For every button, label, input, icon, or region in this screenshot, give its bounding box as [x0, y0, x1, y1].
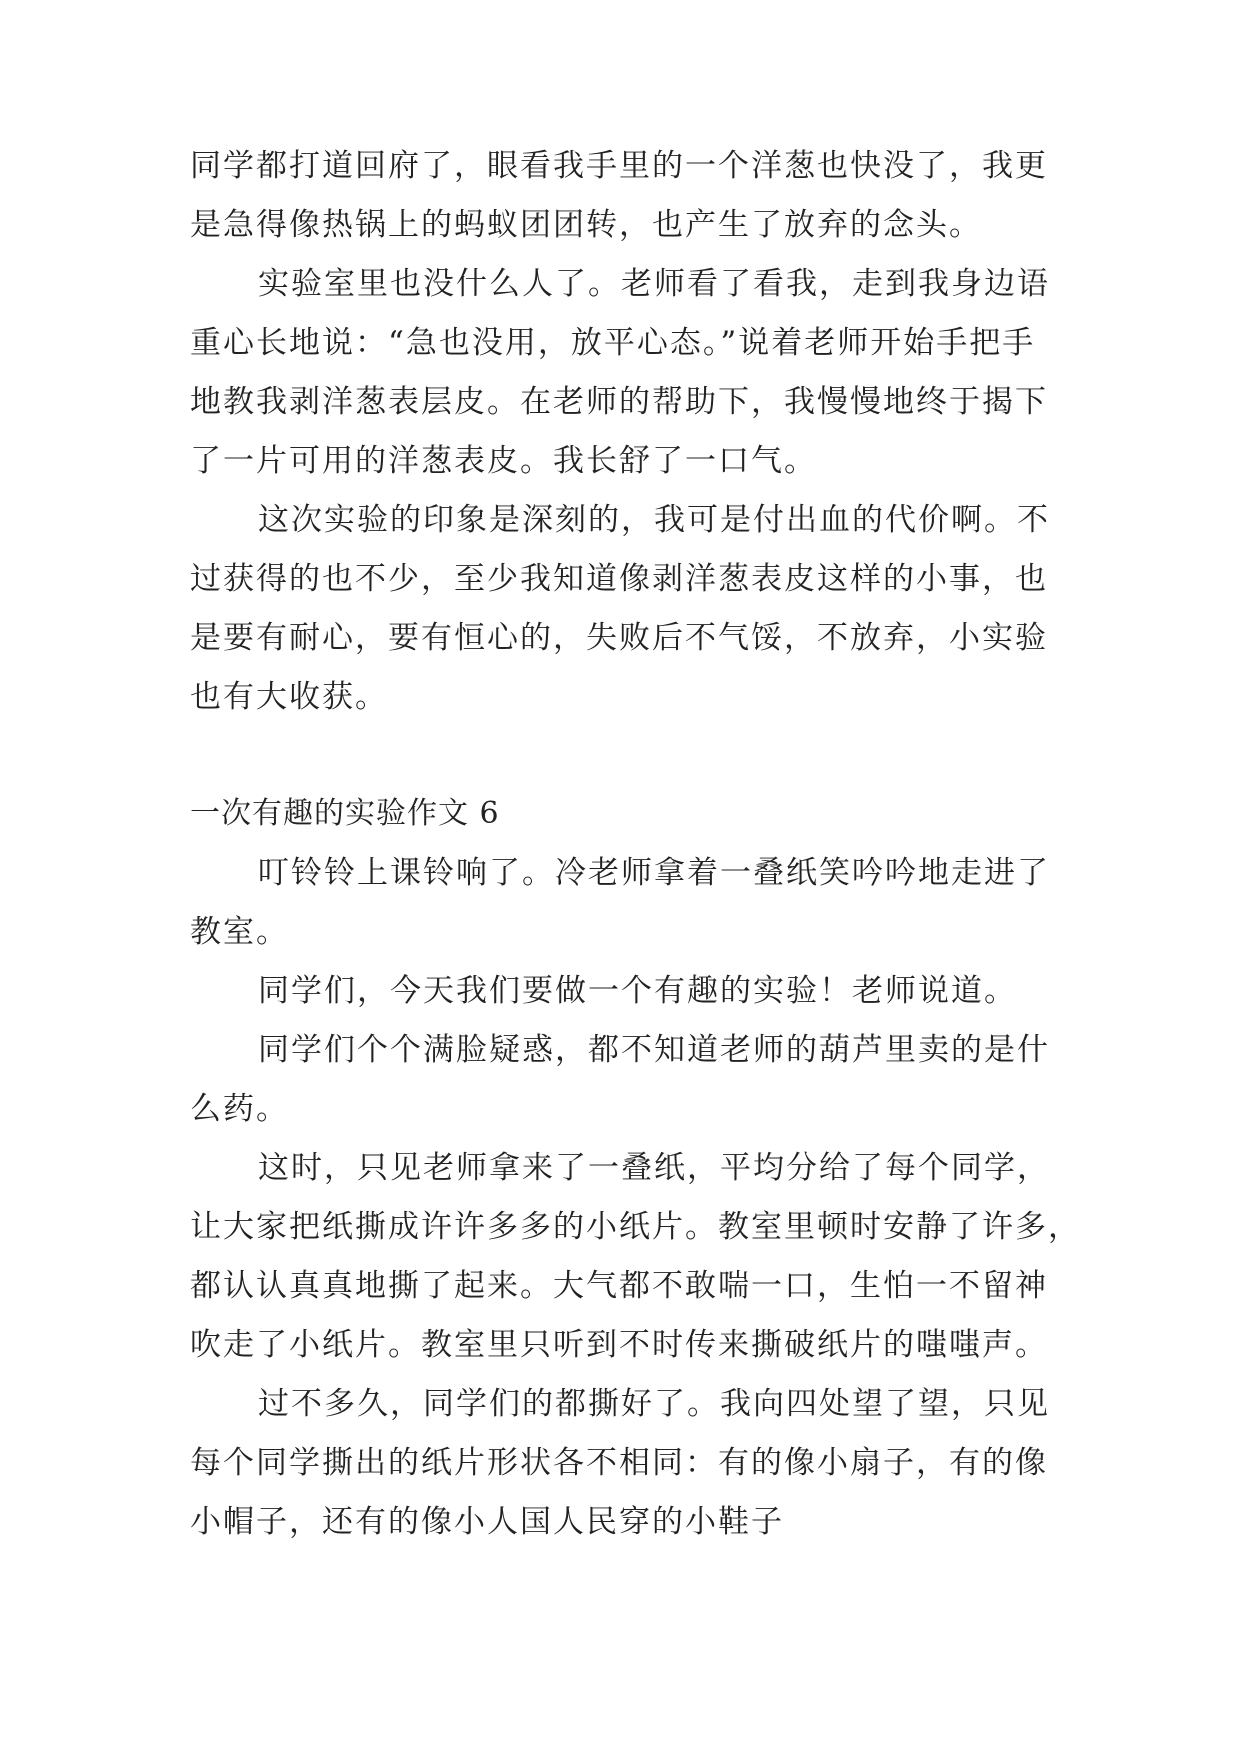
text-line: 实验室里也没什么人了。老师看了看我，走到我身边语	[258, 266, 1050, 302]
text-line: 重心长地说：“急也没用，放平心态。”说着老师开始手把手	[190, 325, 1036, 361]
text-line: 了一片可用的洋葱表皮。我长舒了一口气。	[190, 443, 817, 479]
text-line: 叮铃铃上课铃响了。冷老师拿着一叠纸笑吟吟地走进了	[258, 855, 1050, 891]
text-line: 吹走了小纸片。教室里只听到不时传来撕破纸片的嗤嗤声。	[190, 1327, 1048, 1363]
text-line: 是急得像热锅上的蚂蚁团团转，也产生了放弃的念头。	[190, 207, 982, 243]
text-line: 同学们个个满脸疑惑，都不知道老师的葫芦里卖的是什	[258, 1032, 1050, 1068]
text-line: 同学都打道回府了，眼看我手里的一个洋葱也快没了，我更	[190, 148, 1048, 184]
text-line: 这次实验的印象是深刻的，我可是付出血的代价啊。不	[258, 502, 1050, 538]
text-line: 同学们，今天我们要做一个有趣的实验！老师说道。	[258, 973, 1017, 1009]
section-title: 一次有趣的实验作文 6	[190, 796, 500, 831]
text-line: 是要有耐心，要有恒心的，失败后不气馁，不放弃，小实验	[190, 620, 1048, 656]
text-line: 小帽子，还有的像小人国人民穿的小鞋子	[190, 1504, 784, 1540]
text-line: 教室。	[190, 914, 289, 950]
text-line: 让大家把纸撕成许许多多的小纸片。教室里顿时安静了许多，	[190, 1209, 1081, 1245]
text-line: 每个同学撕出的纸片形状各不相同：有的像小扇子，有的像	[190, 1445, 1048, 1481]
text-line: 过不多久，同学们的都撕好了。我向四处望了望，只见	[258, 1386, 1050, 1422]
text-line: 也有大收获。	[190, 679, 388, 715]
text-line: 过获得的也不少，至少我知道像剥洋葱表皮这样的小事，也	[190, 561, 1048, 597]
text-line: 地教我剥洋葱表层皮。在老师的帮助下，我慢慢地终于揭下	[190, 384, 1048, 420]
text-line: 这时，只见老师拿来了一叠纸，平均分给了每个同学，	[258, 1150, 1050, 1186]
text-line: 都认认真真地撕了起来。大气都不敢喘一口，生怕一不留神	[190, 1268, 1048, 1304]
text-line: 么药。	[190, 1091, 289, 1127]
